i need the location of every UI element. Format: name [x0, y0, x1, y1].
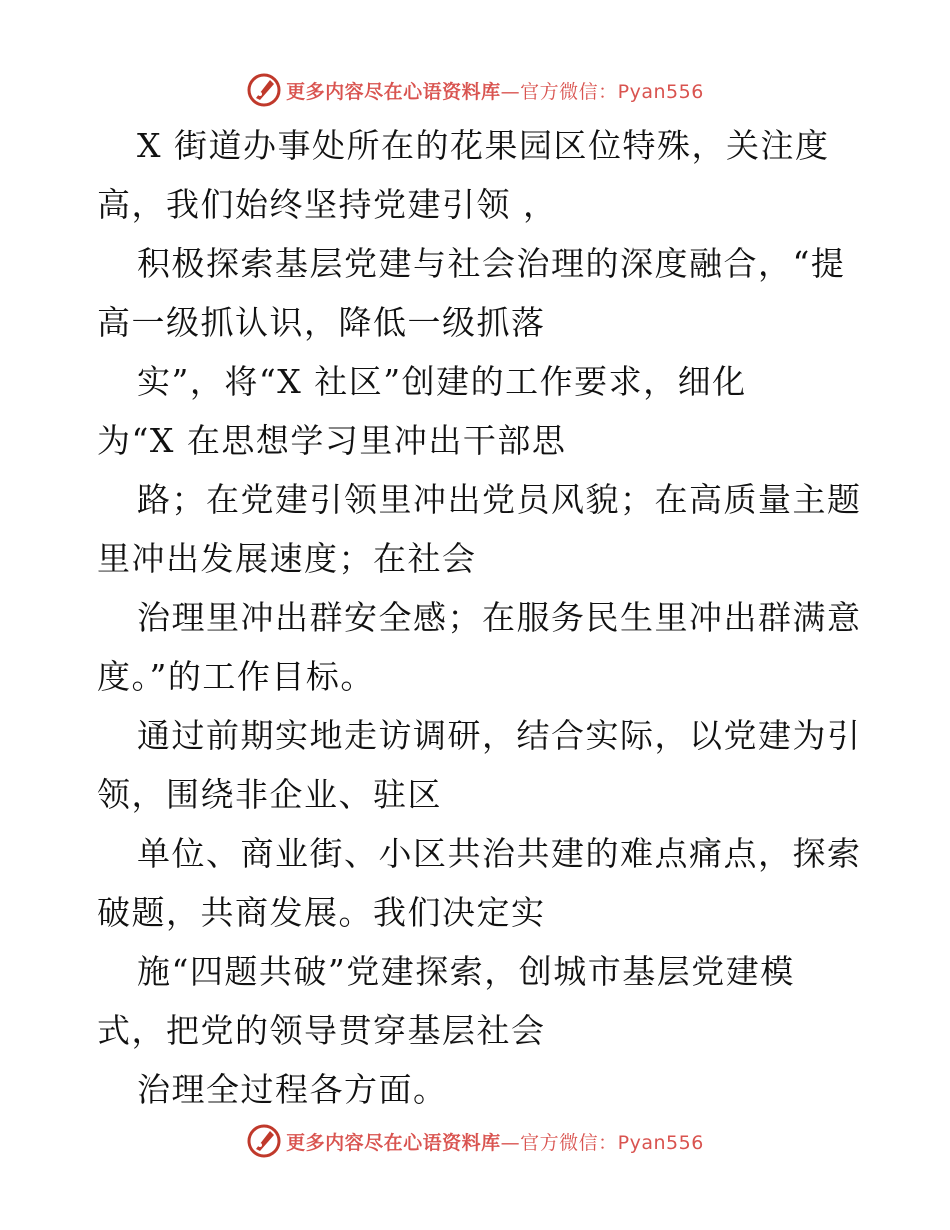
- text-line: 式，把党的领导贯穿基层社会: [97, 1011, 546, 1050]
- text-line: 施“四题共破”党建探索，创城市基层党建模: [137, 952, 795, 991]
- footer-banner-dash: —: [500, 1131, 521, 1154]
- header-banner-text: [286, 77, 704, 104]
- header-banner: [0, 70, 950, 110]
- footer-banner-text: [286, 1128, 704, 1155]
- text-line: 高，我们始终坚持党建引领 ，: [97, 185, 558, 224]
- text-line: 路；在党建引领里冲出党员风貌；在高质量主题: [137, 480, 862, 519]
- text-line: 破题，共商发展。我们决定实: [97, 893, 546, 932]
- pen-nib-logo-icon: [246, 72, 282, 108]
- footer-banner: [0, 1121, 950, 1161]
- text-line: 领，围绕非企业、驻区: [97, 775, 442, 814]
- text-line: X 街道办事处所在的花果园区位特殊，关注度: [137, 126, 830, 165]
- document-body: [97, 116, 862, 1119]
- header-banner-dash: —: [500, 80, 521, 103]
- header-banner-main-text: 更多内容尽在心语资料库: [286, 80, 501, 103]
- text-line: 积极探索基层党建与社会治理的深度融合，“提: [137, 244, 846, 283]
- text-line: 单位、商业街、小区共治共建的难点痛点，探索: [137, 834, 862, 873]
- footer-banner-main-text: 更多内容尽在心语资料库: [286, 1131, 501, 1154]
- text-line: 高一级抓认识，降低一级抓落: [97, 303, 546, 342]
- pen-nib-logo-icon: [246, 1123, 282, 1159]
- text-line: 为“X 在思想学习里冲出干部思: [97, 421, 567, 460]
- text-line: 治理里冲出群安全感；在服务民生里冲出群满意: [137, 598, 862, 637]
- text-line: 实”，将“X 社区”创建的工作要求，细化: [137, 362, 747, 401]
- text-line: 度。”的工作目标。: [97, 657, 375, 696]
- text-line: 治理全过程各方面。: [137, 1070, 448, 1109]
- footer-banner-sub-text: 官方微信：Pyan556: [520, 1131, 704, 1154]
- text-line: 里冲出发展速度；在社会: [97, 539, 477, 578]
- header-banner-sub-text: 官方微信：Pyan556: [520, 80, 704, 103]
- text-line: 通过前期实地走访调研，结合实际，以党建为引: [137, 716, 862, 755]
